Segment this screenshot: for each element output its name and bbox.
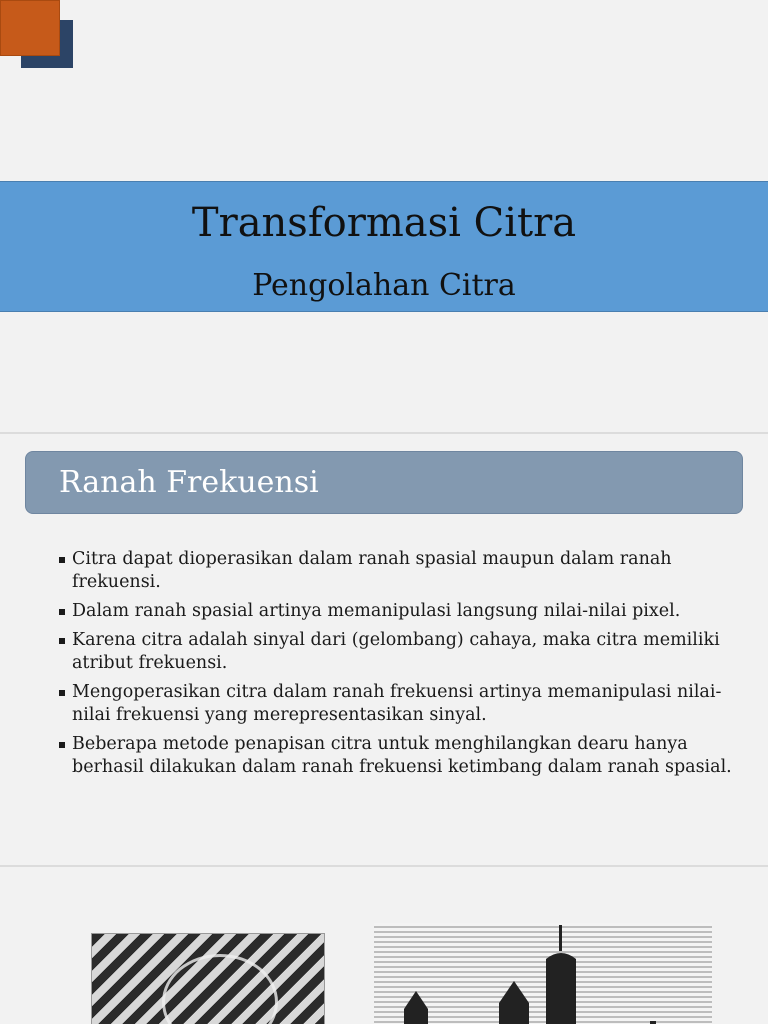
building-silhouette xyxy=(374,923,712,1024)
bullet-text: Dalam ranah spasial artinya memanipulasi langsung nilai-nilai pixel. xyxy=(72,601,681,621)
square-bullet-icon xyxy=(59,742,65,748)
list-item xyxy=(58,681,738,727)
slide-title: Transformasi Citra xyxy=(191,200,577,246)
image-slide xyxy=(0,867,768,1024)
list-item xyxy=(58,733,738,779)
horizontal-noise-image xyxy=(374,923,712,1024)
slide-subtitle: Pengolahan Citra xyxy=(252,268,516,303)
bullet-text: Karena citra adalah sinyal dari (gelombang) cahaya, maka citra memiliki atribut frekuensi. xyxy=(72,630,720,673)
list-item xyxy=(58,600,738,623)
bullet-list xyxy=(58,548,738,785)
diagonal-noise-image xyxy=(91,933,325,1024)
title-band xyxy=(0,181,768,312)
section-header-box xyxy=(25,451,743,514)
decorative-orange-square xyxy=(0,0,60,56)
bullet-text: Mengoperasikan citra dalam ranah frekuensi artinya memanipulasi nilai-nilai frekuensi yang merepresentasikan sinyal. xyxy=(72,682,722,725)
title-slide xyxy=(0,0,768,432)
bullet-text: Beberapa metode penapisan citra untuk menghilangkan dearu hanya berhasil dilakukan dalam ranah frekuensi ketimbang dalam ranah spasial. xyxy=(72,734,732,777)
section-heading: Ranah Frekuensi xyxy=(59,465,319,500)
square-bullet-icon xyxy=(59,557,65,563)
content-slide xyxy=(0,434,768,865)
bullet-text: Citra dapat dioperasikan dalam ranah spasial maupun dalam ranah frekuensi. xyxy=(72,549,672,592)
square-bullet-icon xyxy=(59,690,65,696)
list-item xyxy=(58,548,738,594)
square-bullet-icon xyxy=(59,638,65,644)
subject-outline xyxy=(162,954,278,1024)
square-bullet-icon xyxy=(59,609,65,615)
list-item xyxy=(58,629,738,675)
